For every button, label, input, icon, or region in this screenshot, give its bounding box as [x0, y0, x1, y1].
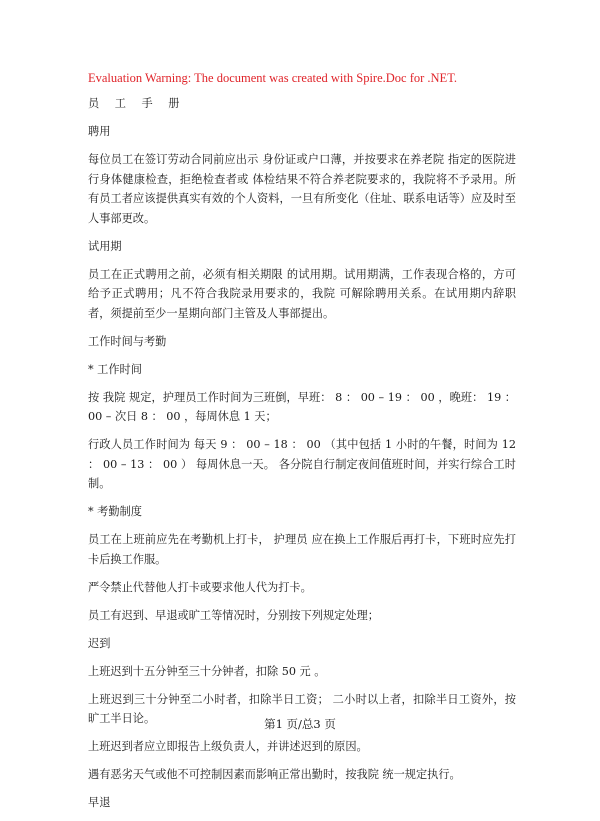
subheading-work-time: * 工作时间: [88, 362, 142, 376]
paragraph-no-proxy: 严令禁止代替他人打卡或要求他人代为打卡。: [88, 580, 312, 594]
paragraph-bad-weather: 遇有恶劣天气或他不可控制因素而影响正常出勤时，按我院 统一规定执行。: [88, 768, 461, 781]
subheading-attendance: * 考勤制度: [88, 505, 142, 518]
paragraph-late-15-30: 上班迟到十五分钟至三十分钟者，扣除 50 元 。: [88, 664, 326, 678]
paragraph-admin-hours: 行政人员工作时间为 每天 9 ： 00 – 18 ： 00 （其中包括 1 小时的午餐，时间为 12 ： 00 – 13 ： 00 ） 每周休息一天。 各分院自行制定夜间值班时间，并实行综合工时制。: [88, 438, 516, 490]
section-heading-hiring: 聘用: [88, 125, 111, 138]
paragraph-nurse-hours: 按 我院 规定，护理员工作时间为三班倒，早班： 8 ： 00 – 19 ： 00 ，晚班： 19 ： 00 – 次日 8 ： 00 ，每周休息 1 天；: [88, 390, 516, 423]
section-heading-work-hours: 工作时间与考勤: [88, 334, 167, 348]
heading-early-leave: 早退: [88, 796, 111, 809]
paragraph-probation: 员工在正式聘用之前，必须有相关期限 的试用期。试用期满，工作表现合格的，方可给予正式聘用；凡不符合我院录用要求的，我院 可解除聘用关系。在试用期内辞职者，须提前至少一星期向部门主管及人事部提出。: [88, 267, 516, 320]
evaluation-warning: Evaluation Warning: The document was created with Spire.Doc for .NET.: [88, 71, 458, 85]
paragraph-hiring: 每位员工在签订劳动合同前应出示 身份证或户口薄，并按要求在养老院 指定的医院进行身体健康检查，拒绝检查者或 体检结果不符合养老院要求的，我院将不予录用。所有员工者应该提供真实有效的个人资料，一旦有所变化（住址、联系电话等）应及时至人事部更改。: [88, 153, 516, 225]
paragraph-clock-in: 员工在上班前应先在考勤机上打卡， 护理员 应在换上工作服后再打卡，下班时应先打卡后换工作服。: [88, 533, 516, 566]
heading-late: 迟到: [88, 636, 111, 650]
document-title: 员 工 手 册: [88, 97, 186, 110]
section-heading-probation: 试用期: [88, 239, 122, 253]
paragraph-late-report: 上班迟到者应立即报告上级负责人，并讲述迟到的原因。: [88, 740, 368, 753]
paragraph-rules: 员工有迟到、早退或旷工等情况时，分别按下列规定处理；: [88, 608, 379, 622]
page-number-footer: 第1 页/总3 页: [264, 717, 336, 731]
paragraph-late-30-120: 上班迟到三十分钟至二小时者，扣除半日工资； 二小时以上者，扣除半日工资外，按旷工半日论。: [88, 692, 516, 725]
document-body: [88, 70, 516, 821]
